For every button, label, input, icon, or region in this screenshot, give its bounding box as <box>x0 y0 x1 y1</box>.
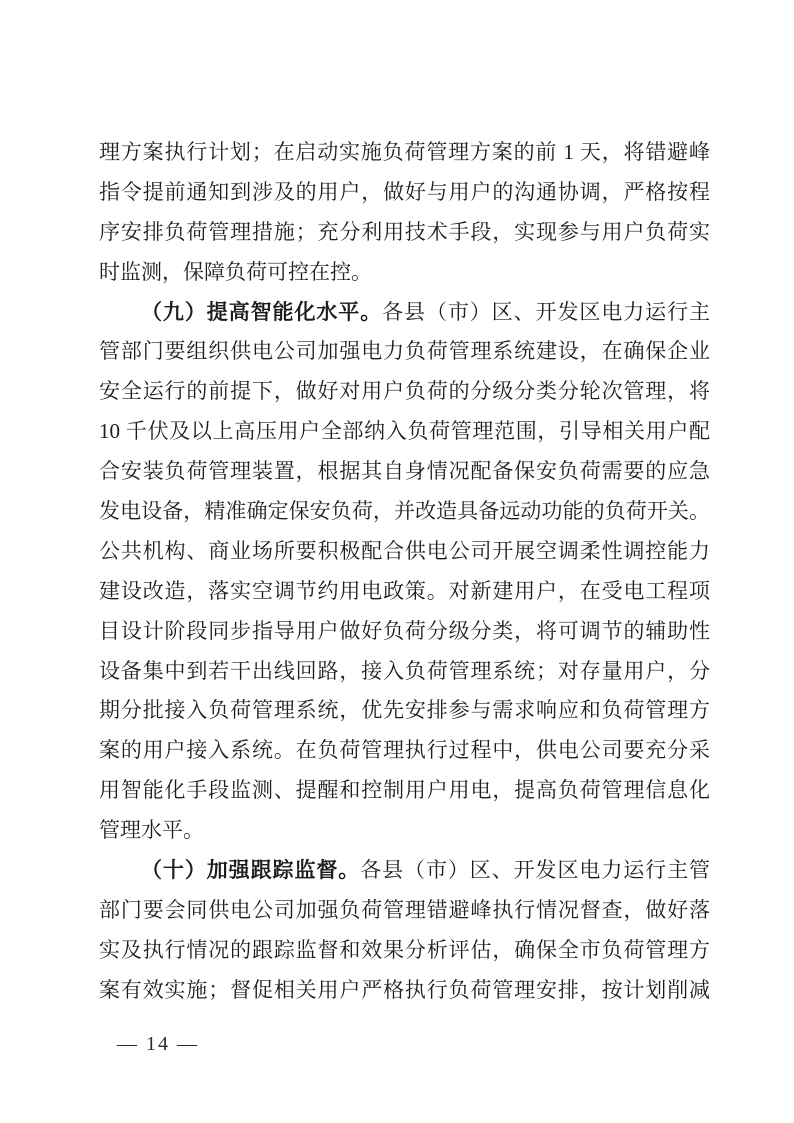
text-line <box>99 652 710 692</box>
line-text: 管理水平。 <box>99 818 204 843</box>
line-text: 案的用户接入系统。在负荷管理执行过程中，供电公司要充分采 <box>99 738 710 763</box>
text-line <box>99 133 710 173</box>
text-line <box>99 731 710 771</box>
text-line <box>99 811 710 851</box>
text-line <box>99 691 710 731</box>
text-line <box>99 891 710 931</box>
text-line <box>99 332 710 372</box>
line-text: 目设计阶段同步指导用户做好负荷分级分类，将可调节的辅助性 <box>99 618 710 643</box>
line-text: 理方案执行计划；在启动实施负荷管理方案的前 1 天，将错避峰 <box>99 140 710 164</box>
line-text: 用智能化手段监测、提醒和控制用户用电，提高负荷管理信息化 <box>99 778 710 803</box>
text-line <box>99 253 710 293</box>
line-text: 实及执行情况的跟踪监督和效果分析评估，确保全市负荷管理方 <box>99 937 710 962</box>
text-line <box>99 572 710 612</box>
section-heading-9: （九）提高智能化水平。 <box>141 299 383 324</box>
line-text: 指令提前通知到涉及的用户，做好与用户的沟通协调，严格按程 <box>99 179 710 204</box>
text-line <box>99 412 710 452</box>
text-line <box>99 931 710 971</box>
line-text: 期分批接入负荷管理系统，优先安排参与需求响应和负荷管理方 <box>99 698 710 723</box>
line-text: 合安装负荷管理装置，根据其自身情况配备保安负荷需要的应急 <box>99 459 710 484</box>
text-line <box>99 492 710 532</box>
text-line <box>99 173 710 213</box>
line-text: 各县（市）区、开发区电力运行主管 <box>360 858 710 883</box>
page-number: — 14 — <box>117 1033 199 1055</box>
line-text: 公共机构、商业场所要积极配合供电公司开展空调柔性调控能力 <box>99 538 710 563</box>
line-text: 案有效实施；督促相关用户严格执行负荷管理安排，按计划削减 <box>99 977 710 1002</box>
text-line <box>99 532 710 572</box>
line-text: 安全运行的前提下，做好对用户负荷的分级分类分轮次管理，将 <box>99 379 710 404</box>
line-text: 序安排负荷管理措施；充分利用技术手段，实现参与用户负荷实 <box>99 219 710 244</box>
section-heading-10: （十）加强跟踪监督。 <box>141 858 361 883</box>
line-text: 时监测，保障负荷可控在控。 <box>99 259 372 284</box>
line-text: 部门要会同供电公司加强负荷管理错避峰执行情况督查，做好落 <box>99 897 710 922</box>
text-line <box>99 771 710 811</box>
line-text: 发电设备，精准确定保安负荷，并改造具备远动功能的负荷开关。 <box>99 499 710 524</box>
text-line <box>99 293 710 333</box>
text-line <box>99 971 710 1011</box>
line-text: 设备集中到若干出线回路，接入负荷管理系统；对存量用户，分 <box>99 658 710 683</box>
text-line <box>99 213 710 253</box>
line-text: 10 千伏及以上高压用户全部纳入负荷管理范围，引导相关用户配 <box>99 419 710 444</box>
line-text: 各县（市）区、开发区电力运行主 <box>382 299 710 324</box>
line-text: 管部门要组织供电公司加强电力负荷管理系统建设，在确保企业 <box>99 339 710 364</box>
text-line <box>99 372 710 412</box>
text-line <box>99 851 710 891</box>
text-line <box>99 612 710 652</box>
text-line <box>99 452 710 492</box>
document-body <box>99 133 710 1011</box>
line-text: 建设改造，落实空调节约用电政策。对新建用户，在受电工程项 <box>99 578 710 603</box>
